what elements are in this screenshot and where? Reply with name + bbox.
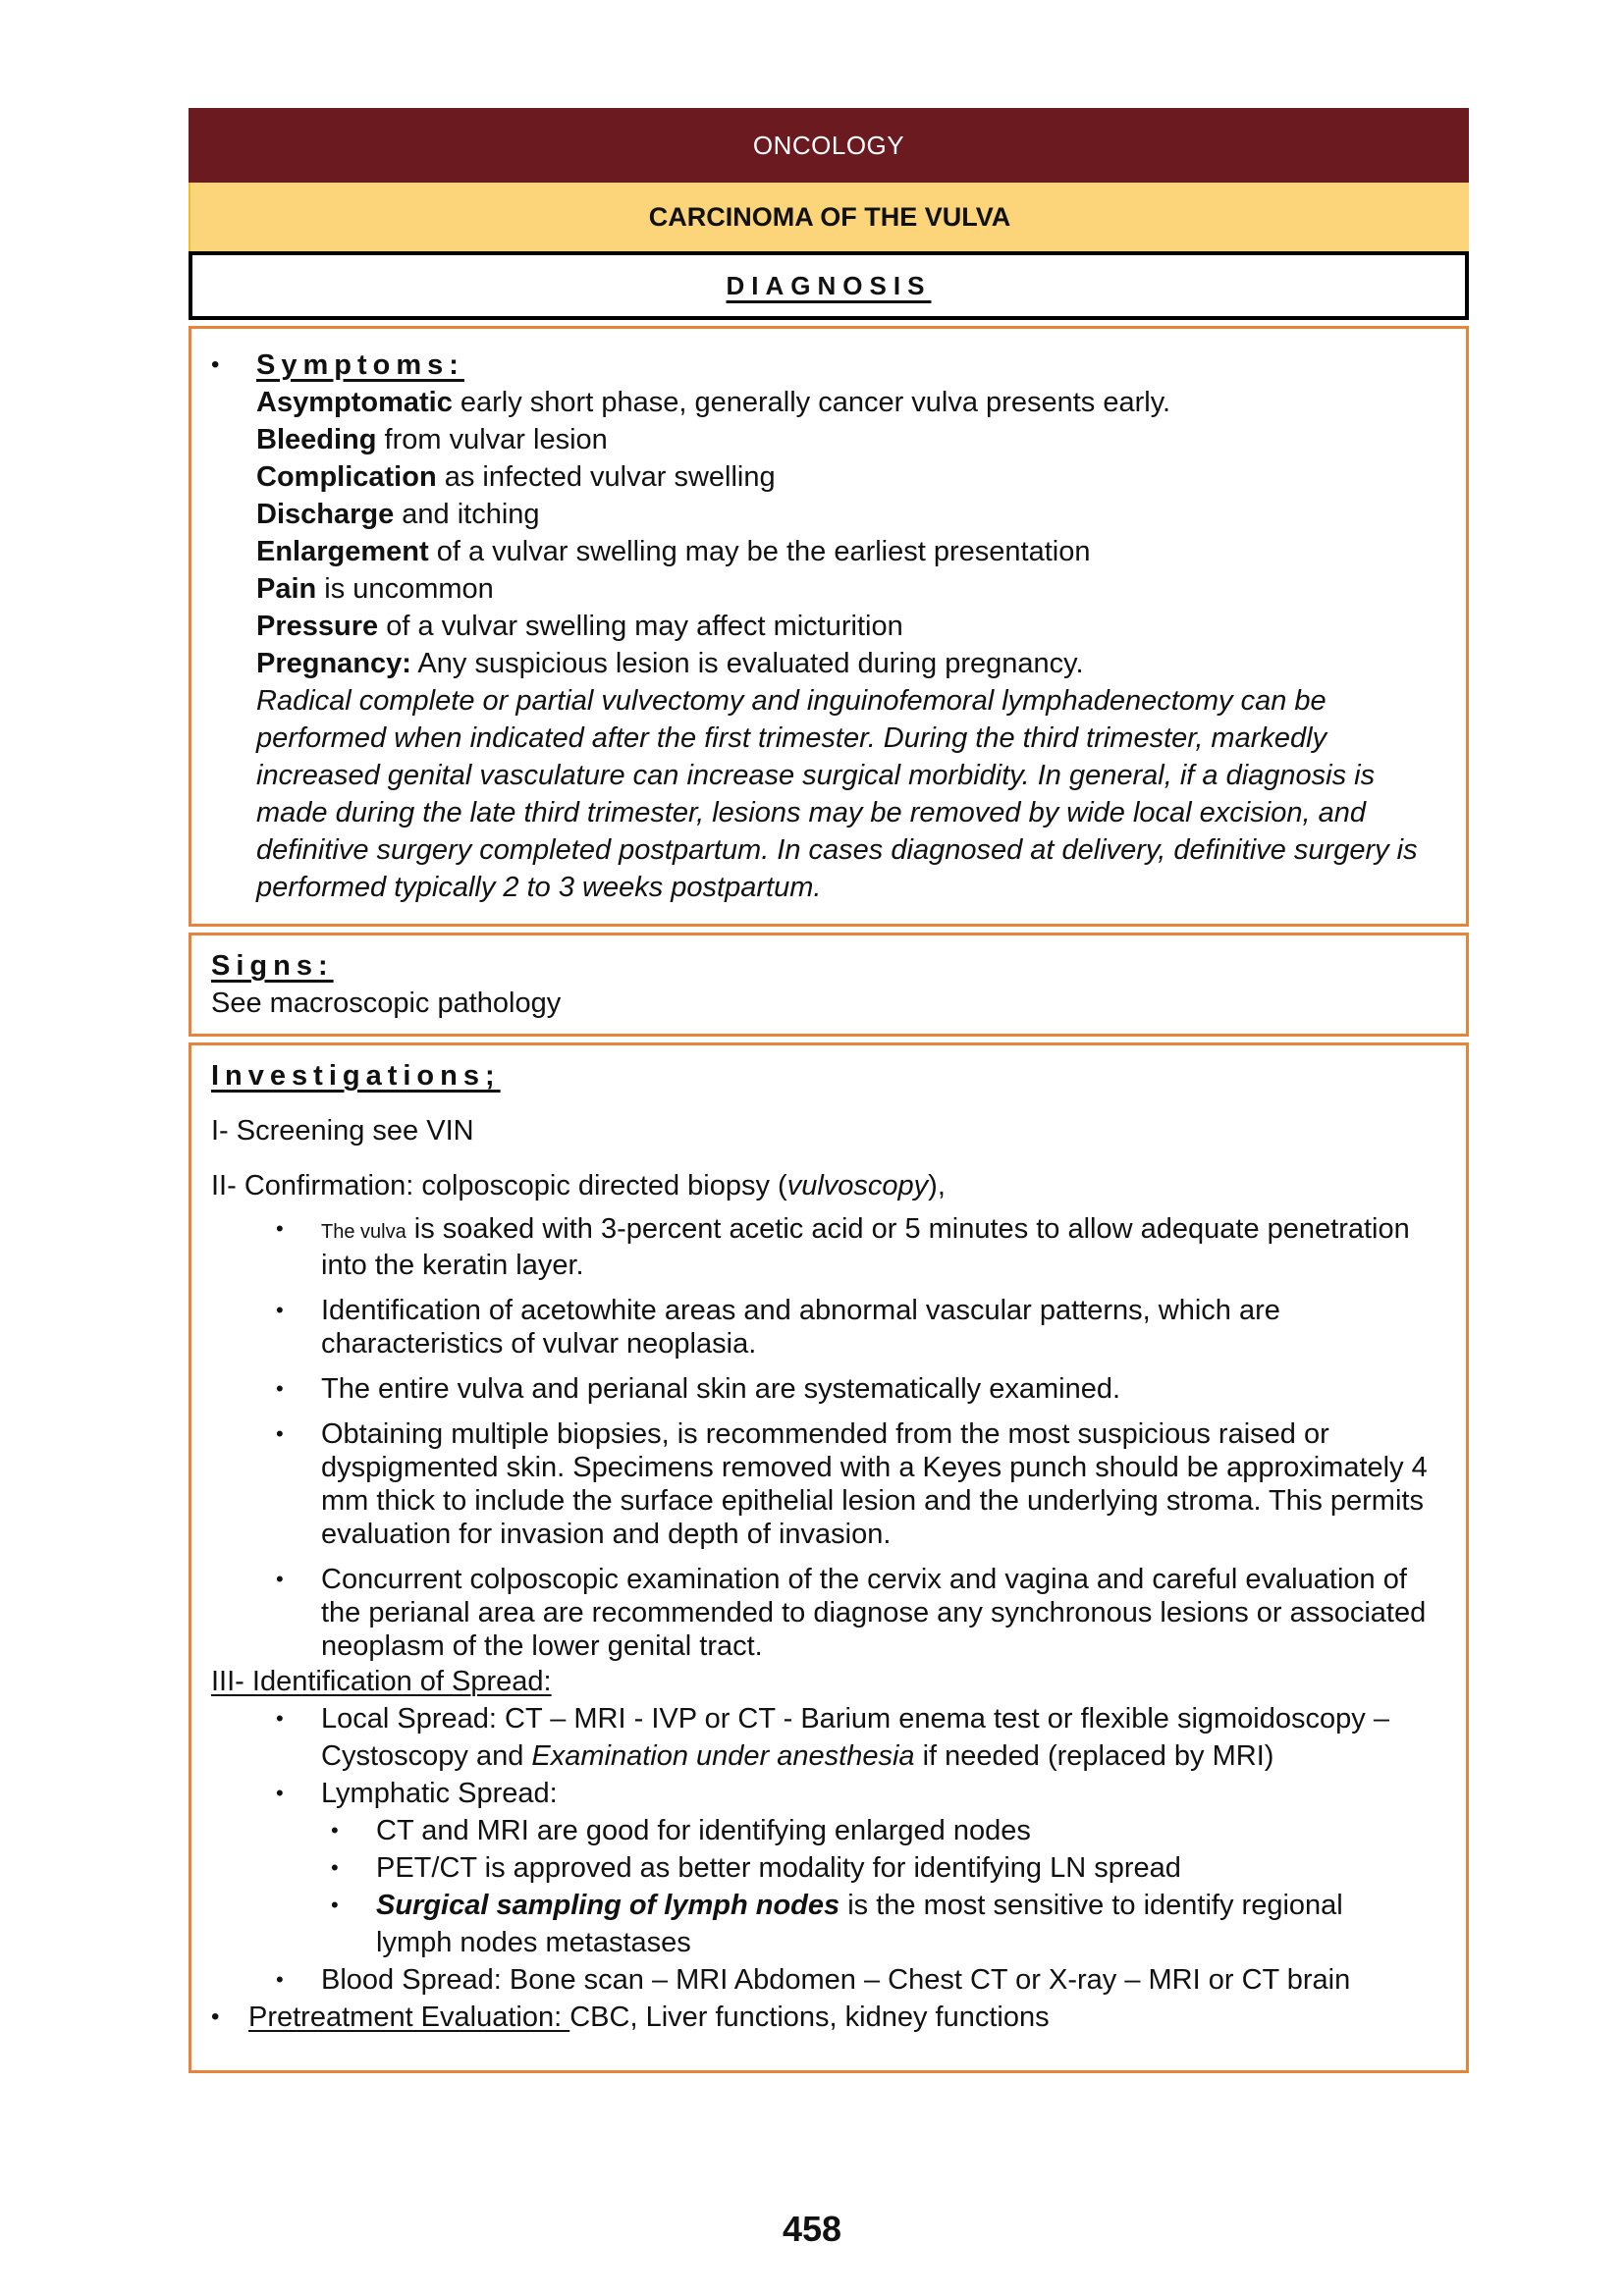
bullet-icon: • [331,1855,339,1880]
symptom-term: Bleeding [256,424,377,455]
list-item [276,1700,1435,1775]
symptoms-heading-row [211,347,1466,384]
list-item-text: is soaked with 3-percent acetic acid or 5 minutes to allow adequate penetration into the keratin layer. [321,1213,1410,1281]
bullet-icon: • [276,1376,284,1401]
list-item [276,1961,1435,1999]
symptom-desc: of a vulvar swelling may affect micturition [378,611,903,642]
lymphatic-label: Lymphatic Spread: [321,1778,558,1809]
symptom-term: Pregnancy: [256,648,411,679]
symptom-desc: of a vulvar swelling may be the earliest presentation [428,536,1091,567]
list-item-small: The vulva [321,1221,406,1243]
list-item-text: is the most sensitive to identify regional lymph nodes metastases [376,1890,1343,1958]
symptom-term: Enlargement [256,536,429,567]
bullet-icon: • [276,1967,284,1992]
spread-heading: III- Identification of Spread: [211,1666,552,1697]
local-spread-text: Local Spread: CT – MRI - IVP or CT - Barium enema test or flexible sigmoidoscopy – Cystoscopy and [321,1703,1389,1772]
symptoms-list [256,384,1466,906]
confirmation-list [276,1212,1435,1663]
bullet-icon: • [276,1706,284,1731]
list-item-text: Concurrent colposcopic examination of the cervix and vagina and careful evaluation of the perianal area are recommended to diagnose any synchronous lesions or associated neoplasm of the lower genital tract. [321,1564,1427,1662]
bullet-icon: • [276,1421,284,1446]
symptom-item [256,608,1466,645]
list-item [331,1887,1391,1961]
lymphatic-list [331,1812,1391,1961]
symptom-term: Asymptomatic [256,387,453,418]
list-item-text: PET/CT is approved as better modality for identifying LN spread [376,1852,1181,1884]
list-item [276,1563,1435,1663]
section-banner [189,108,1469,183]
symptom-item [256,533,1466,570]
symptom-desc: and itching [394,499,540,530]
bullet-icon: • [331,1818,339,1842]
confirmation-line [211,1167,1466,1204]
screening-line: I- Screening see VIN [211,1115,474,1147]
pretreatment-label: Pretreatment Evaluation: [248,2002,570,2033]
topic-banner [189,183,1469,251]
bullet-icon: • [211,351,220,378]
symptom-desc: as infected vulvar swelling [436,461,776,493]
pregnancy-note: Radical complete or partial vulvectomy and inguinofemoral lymphadenectomy can be performed when indicated after the first trimester. During the third trimester, markedly increased genital vasculature can increase surgical morbidity. In general, if a diagnosis is made during the late third trimester, lesions may be removed by wide local excision, and definitive surgery completed postpartum. In cases diagnosed at delivery, definitive surgery is performed typically 2 to 3 weeks postpartum. [256,685,1418,903]
symptom-item [256,421,1466,458]
list-item [276,1294,1435,1361]
confirmation-prefix: II- Confirmation: colposcopic directed biopsy ( [211,1170,787,1201]
symptom-term: Pressure [256,611,379,642]
symptom-desc: is uncommon [316,573,494,605]
spread-list [276,1700,1435,1999]
confirmation-italic: vulvoscopy [786,1170,929,1201]
section-title: ONCOLOGY [752,130,905,160]
symptoms-box [189,326,1469,927]
page-number: 458 [782,2209,842,2249]
list-item-text: CT and MRI are good for identifying enlarged nodes [376,1815,1031,1846]
symptom-desc: from vulvar lesion [376,424,608,455]
bullet-icon: • [276,1216,284,1241]
symptoms-heading: Symptoms: [256,349,464,381]
list-item [331,1849,1391,1887]
symptom-item [256,384,1466,421]
list-item [276,1372,1435,1406]
blood-spread-text: Blood Spread: Bone scan – MRI Abdomen – Chest CT or X-ray – MRI or CT brain [321,1964,1351,1996]
investigations-heading: Investigations; [211,1060,501,1092]
symptom-item [256,570,1466,608]
topic-title: CARCINOMA OF THE VULVA [648,201,1011,232]
signs-heading: Signs: [211,950,334,982]
list-item-emphasis: Surgical sampling of lymph nodes [376,1890,840,1921]
bullet-icon: • [276,1298,284,1322]
list-item [276,1417,1435,1551]
symptom-desc: early short phase, generally cancer vulva presents early. [452,387,1171,418]
subsection-banner [189,251,1469,320]
pretreatment-row [211,1999,1466,2036]
symptom-term: Complication [256,461,437,493]
pretreatment-text: CBC, Liver functions, kidney functions [569,2002,1050,2033]
list-item [276,1212,1435,1282]
list-item-text: Obtaining multiple biopsies, is recommended from the most suspicious raised or dyspigmented skin. Specimens removed with a Keyes punch should be approximately 4 mm thick to include the surface epithelial lesion and the underlying stroma. This permits evaluation for invasion and depth of invasion. [321,1418,1428,1550]
signs-text: See macroscopic pathology [211,988,562,1019]
list-item-text: Identification of acetowhite areas and abnormal vascular patterns, which are characteristics of vulvar neoplasia. [321,1295,1280,1360]
symptom-term: Pain [256,573,317,605]
list-item [331,1812,1391,1849]
symptom-item [256,458,1466,496]
investigations-box [189,1042,1469,2073]
symptom-term: Discharge [256,499,395,530]
bullet-icon: • [211,2003,220,2030]
symptom-item [256,496,1466,533]
bullet-icon: • [276,1567,284,1591]
list-item-text: The entire vulva and perianal skin are systematically examined. [321,1373,1121,1405]
local-spread-italic: Examination under anesthesia [531,1740,915,1772]
signs-box [189,933,1469,1037]
page-content [189,108,1469,2073]
symptom-desc: Any suspicious lesion is evaluated during pregnancy. [410,648,1084,679]
bullet-icon: • [276,1781,284,1805]
bullet-icon: • [331,1893,339,1917]
list-item [276,1775,1435,1812]
symptom-item [256,645,1466,682]
subsection-title: DIAGNOSIS [726,270,932,300]
local-spread-suffix: if needed (replaced by MRI) [914,1740,1274,1772]
confirmation-suffix: ), [928,1170,946,1201]
